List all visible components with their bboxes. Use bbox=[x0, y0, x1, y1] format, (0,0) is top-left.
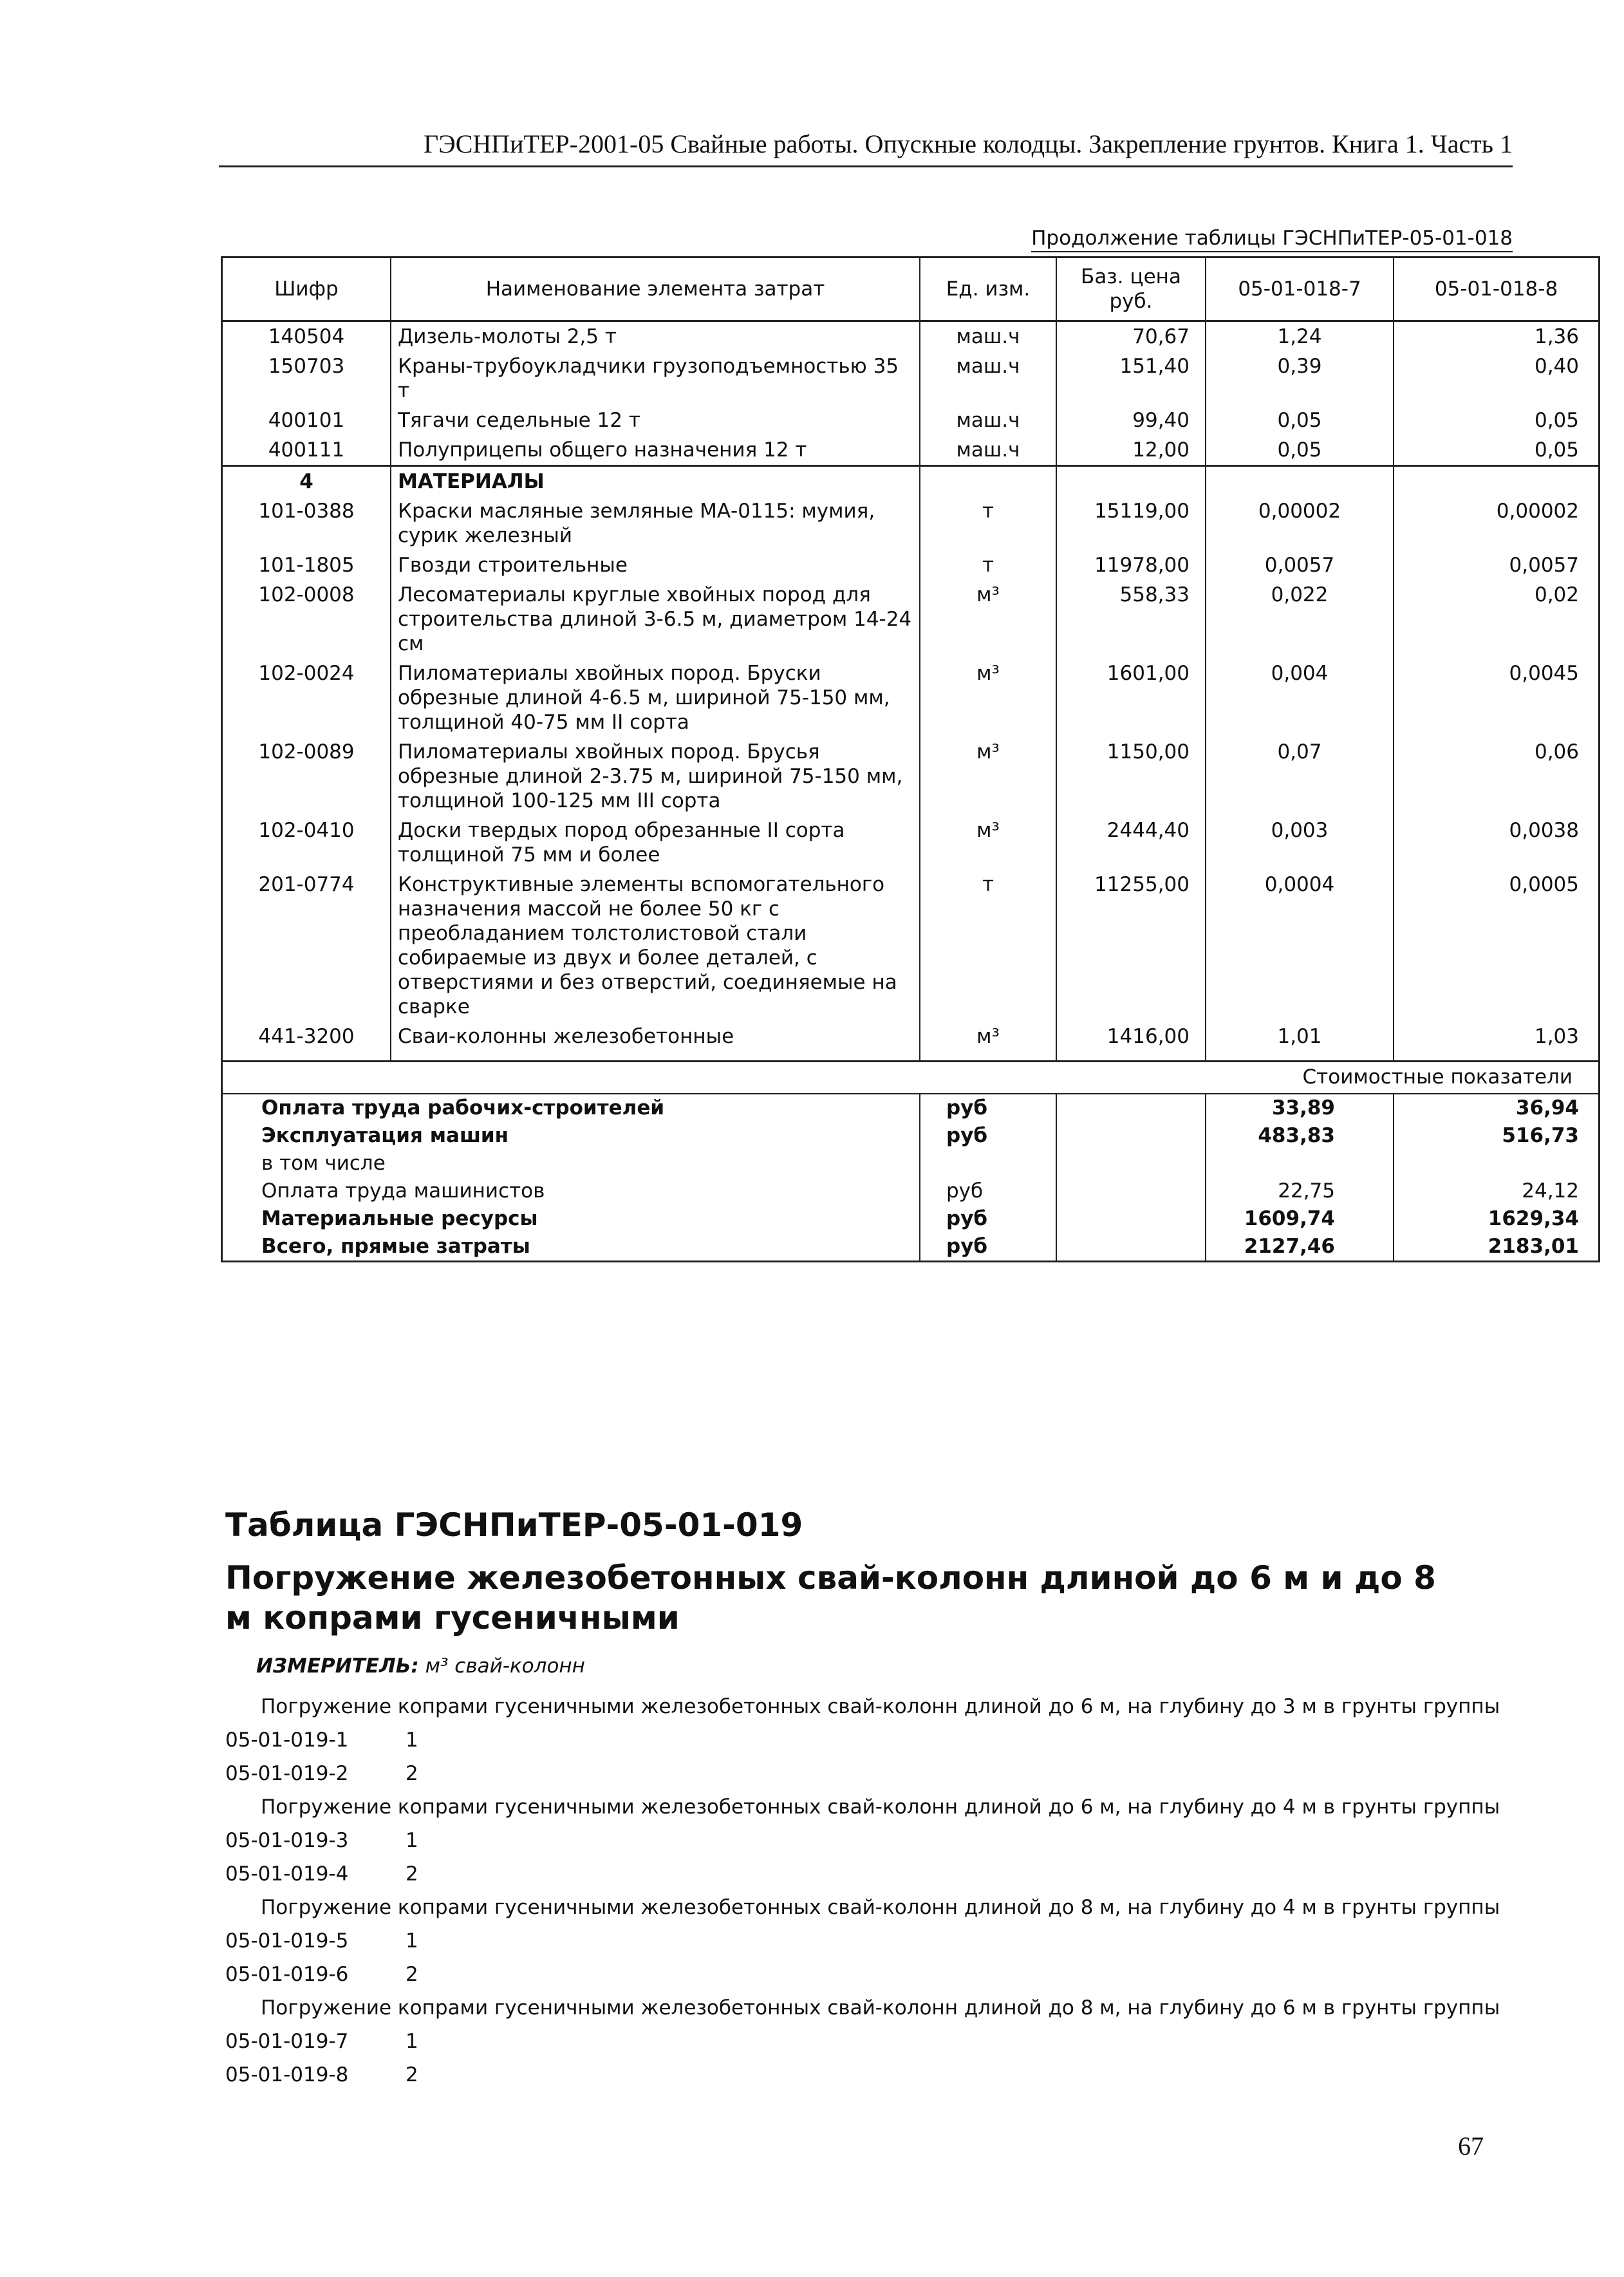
summary-label: Эксплуатация машин bbox=[222, 1122, 920, 1150]
cell-v1: 0,0057 bbox=[1206, 550, 1394, 580]
summary-label: Всего, прямые затраты bbox=[222, 1233, 920, 1262]
cell-unit: м³ bbox=[920, 816, 1056, 870]
cell-price: 1416,00 bbox=[1056, 1022, 1206, 1062]
variant-code: 05-01-019-5 bbox=[225, 1929, 349, 1953]
table-row bbox=[222, 659, 1600, 737]
cell-unit: маш.ч bbox=[920, 321, 1056, 352]
variant-code: 05-01-019-7 bbox=[225, 2030, 349, 2053]
column-header-price: Баз. цена руб. bbox=[1056, 258, 1206, 321]
summary-row bbox=[222, 1094, 1600, 1122]
cell-code: 102-0089 bbox=[222, 737, 391, 816]
cell-v2: 0,40 bbox=[1394, 351, 1600, 406]
cell-v1: 1,24 bbox=[1206, 321, 1394, 352]
cell-v2: 0,05 bbox=[1394, 406, 1600, 435]
cell-v1: 0,022 bbox=[1206, 580, 1394, 659]
soil-group: 2 bbox=[406, 2063, 418, 2086]
variant-group-description: Погружение копрами гусеничными железобетонных свай-колонн длиной до 8 м, на глубину до 4 м в грунты группы bbox=[261, 1896, 1500, 1919]
column-header-variant-8: 05-01-018-8 bbox=[1394, 258, 1600, 321]
summary-row bbox=[222, 1122, 1600, 1150]
empty-cell bbox=[1056, 1094, 1206, 1122]
cell-v2: 0,05 bbox=[1394, 435, 1600, 466]
table-header-row bbox=[222, 258, 1600, 321]
cell-v1: 0,39 bbox=[1206, 351, 1394, 406]
cell-unit: м³ bbox=[920, 659, 1056, 737]
cell-name: Тягачи седельные 12 т bbox=[391, 406, 920, 435]
variant-row bbox=[225, 2058, 1519, 2092]
cell-code: 101-0388 bbox=[222, 496, 391, 550]
cell-unit: м³ bbox=[920, 580, 1056, 659]
summary-value-7: 1609,74 bbox=[1206, 1205, 1394, 1233]
cell-name: Лесоматериалы круглые хвойных пород для строительства длиной 3-6.5 м, диаметром 14-24 см bbox=[391, 580, 920, 659]
cell-v1: 0,05 bbox=[1206, 406, 1394, 435]
variant-row bbox=[225, 1924, 1519, 1958]
summary-unit: руб bbox=[920, 1205, 1056, 1233]
section-code: 4 bbox=[222, 466, 391, 497]
cell-unit: маш.ч bbox=[920, 351, 1056, 406]
empty-cell bbox=[1394, 466, 1600, 497]
cell-name: Полуприцепы общего назначения 12 т bbox=[391, 435, 920, 466]
cell-code: 102-0024 bbox=[222, 659, 391, 737]
summary-unit: руб bbox=[920, 1233, 1056, 1262]
cell-price: 1601,00 bbox=[1056, 659, 1206, 737]
variant-code: 05-01-019-6 bbox=[225, 1963, 349, 1986]
summary-label: Материальные ресурсы bbox=[222, 1205, 920, 1233]
measure-label: ИЗМЕРИТЕЛЬ: bbox=[256, 1654, 419, 1678]
table-row bbox=[222, 435, 1600, 466]
cell-price: 1150,00 bbox=[1056, 737, 1206, 816]
cell-name: Конструктивные элементы вспомогательного назначения массой не более 50 кг с преобладанием толстолистовой стали собираемые из двух и более деталей, с отверстиями и без отверстий, соединяемые на сварке bbox=[391, 870, 920, 1022]
cell-price: 12,00 bbox=[1056, 435, 1206, 466]
soil-group: 1 bbox=[406, 1929, 418, 1953]
summary-value-8: 2183,01 bbox=[1394, 1233, 1600, 1262]
cell-name: Пиломатериалы хвойных пород. Брусья обрезные длиной 2-3.75 м, шириной 75-150 мм, толщиной 100-125 мм III сорта bbox=[391, 737, 920, 816]
column-header-name: Наименование элемента затрат bbox=[391, 258, 920, 321]
cell-v2: 0,0005 bbox=[1394, 870, 1600, 1022]
summary-row bbox=[222, 1205, 1600, 1233]
cell-price: 558,33 bbox=[1056, 580, 1206, 659]
summary-unit: руб bbox=[920, 1122, 1056, 1150]
soil-group: 2 bbox=[406, 1862, 418, 1886]
table-row bbox=[222, 816, 1600, 870]
summary-label: Оплата труда машинистов bbox=[222, 1177, 920, 1205]
empty-cell bbox=[1056, 1122, 1206, 1150]
next-table-subtitle: Погружение железобетонных свай-колонн длиной до 6 м и до 8 м копрами гусеничными bbox=[225, 1559, 1436, 1636]
cell-v2: 0,00002 bbox=[1394, 496, 1600, 550]
summary-value-8: 36,94 bbox=[1394, 1094, 1600, 1122]
cell-unit: т bbox=[920, 496, 1056, 550]
summary-header: Стоимостные показатели bbox=[1206, 1062, 1600, 1094]
summary-header-row bbox=[222, 1062, 1600, 1094]
cell-price: 11978,00 bbox=[1056, 550, 1206, 580]
cell-code: 201-0774 bbox=[222, 870, 391, 1022]
variant-row bbox=[225, 1757, 1519, 1790]
cell-unit: маш.ч bbox=[920, 435, 1056, 466]
cell-v2: 0,0057 bbox=[1394, 550, 1600, 580]
soil-group: 1 bbox=[406, 1729, 418, 1752]
summary-value-7: 22,75 bbox=[1206, 1177, 1394, 1205]
empty-cell bbox=[1056, 1233, 1206, 1262]
cell-v1: 0,07 bbox=[1206, 737, 1394, 816]
cell-price: 70,67 bbox=[1056, 321, 1206, 352]
variant-code: 05-01-019-4 bbox=[225, 1862, 349, 1886]
soil-group: 1 bbox=[406, 1829, 418, 1852]
summary-label: Оплата труда рабочих-строителей bbox=[222, 1094, 920, 1122]
cell-v2: 1,36 bbox=[1394, 321, 1600, 352]
summary-row bbox=[222, 1150, 1600, 1177]
summary-value-7: 33,89 bbox=[1206, 1094, 1394, 1122]
resource-cost-table bbox=[221, 256, 1600, 1262]
variant-row bbox=[225, 1958, 1519, 1991]
cell-price: 11255,00 bbox=[1056, 870, 1206, 1022]
summary-value-7 bbox=[1206, 1150, 1394, 1177]
soil-group: 1 bbox=[406, 2030, 418, 2053]
cell-v1: 0,00002 bbox=[1206, 496, 1394, 550]
variant-row bbox=[225, 1824, 1519, 1857]
cell-name: Краски масляные земляные МА-0115: мумия, сурик железный bbox=[391, 496, 920, 550]
summary-unit: руб bbox=[920, 1094, 1056, 1122]
cell-name: Пиломатериалы хвойных пород. Бруски обрезные длиной 4-6.5 м, шириной 75-150 мм, толщиной 40-75 мм II сорта bbox=[391, 659, 920, 737]
empty-cell bbox=[1056, 1150, 1206, 1177]
table-row bbox=[222, 550, 1600, 580]
summary-value-8: 516,73 bbox=[1394, 1122, 1600, 1150]
soil-group: 2 bbox=[406, 1762, 418, 1785]
table-row bbox=[222, 1022, 1600, 1062]
empty-cell bbox=[920, 466, 1056, 497]
empty-cell bbox=[222, 1062, 1206, 1094]
cell-name: Сваи-колонны железобетонные bbox=[391, 1022, 920, 1062]
variant-code: 05-01-019-2 bbox=[225, 1762, 349, 1785]
cell-code: 102-0008 bbox=[222, 580, 391, 659]
variant-group-description: Погружение копрами гусеничными железобетонных свай-колонн длиной до 8 м, на глубину до 6 м в грунты группы bbox=[261, 1996, 1500, 2019]
cell-code: 400101 bbox=[222, 406, 391, 435]
table-row bbox=[222, 580, 1600, 659]
summary-label: в том числе bbox=[222, 1150, 920, 1177]
cell-v2: 0,0038 bbox=[1394, 816, 1600, 870]
variant-code: 05-01-019-8 bbox=[225, 2063, 349, 2086]
column-header-variant-7: 05-01-018-7 bbox=[1206, 258, 1394, 321]
table-row bbox=[222, 737, 1600, 816]
cell-v2: 0,02 bbox=[1394, 580, 1600, 659]
cell-v2: 0,06 bbox=[1394, 737, 1600, 816]
summary-value-7: 483,83 bbox=[1206, 1122, 1394, 1150]
table-row bbox=[222, 321, 1600, 352]
variant-group-description: Погружение копрами гусеничными железобетонных свай-колонн длиной до 6 м, на глубину до 4 м в грунты группы bbox=[261, 1795, 1500, 1819]
cell-v2: 0,0045 bbox=[1394, 659, 1600, 737]
section-row-materials bbox=[222, 466, 1600, 497]
cell-price: 151,40 bbox=[1056, 351, 1206, 406]
cell-code: 102-0410 bbox=[222, 816, 391, 870]
cell-v1: 0,004 bbox=[1206, 659, 1394, 737]
table-row bbox=[222, 870, 1600, 1022]
cell-unit: м³ bbox=[920, 737, 1056, 816]
cell-code: 101-1805 bbox=[222, 550, 391, 580]
empty-cell bbox=[1206, 466, 1394, 497]
norm-variants-list bbox=[225, 1690, 1519, 2092]
cell-unit: маш.ч bbox=[920, 406, 1056, 435]
summary-row bbox=[222, 1177, 1600, 1205]
table-row bbox=[222, 351, 1600, 406]
cell-v1: 0,003 bbox=[1206, 816, 1394, 870]
cell-v1: 0,0004 bbox=[1206, 870, 1394, 1022]
variant-row bbox=[225, 1723, 1519, 1757]
cell-name: Дизель-молоты 2,5 т bbox=[391, 321, 920, 352]
variant-row bbox=[225, 2025, 1519, 2058]
next-table-title: Таблица ГЭСНПиТЕР-05-01-019 bbox=[225, 1506, 803, 1544]
measure-unit bbox=[256, 1654, 585, 1678]
summary-value-7: 2127,46 bbox=[1206, 1233, 1394, 1262]
section-name: МАТЕРИАЛЫ bbox=[391, 466, 920, 497]
measure-value: м³ свай-колонн bbox=[425, 1654, 585, 1678]
empty-cell bbox=[1056, 1205, 1206, 1233]
summary-value-8: 1629,34 bbox=[1394, 1205, 1600, 1233]
variant-group-description: Погружение копрами гусеничными железобетонных свай-колонн длиной до 6 м, на глубину до 3 м в грунты группы bbox=[261, 1695, 1500, 1718]
summary-value-8: 24,12 bbox=[1394, 1177, 1600, 1205]
page-number: 67 bbox=[1458, 2132, 1484, 2160]
cell-unit: м³ bbox=[920, 1022, 1056, 1062]
cell-v2: 1,03 bbox=[1394, 1022, 1600, 1062]
variant-code: 05-01-019-1 bbox=[225, 1729, 349, 1752]
summary-unit: руб bbox=[920, 1177, 1056, 1205]
cell-code: 400111 bbox=[222, 435, 391, 466]
soil-group: 2 bbox=[406, 1963, 418, 1986]
cell-unit: т bbox=[920, 550, 1056, 580]
column-header-code: Шифр bbox=[222, 258, 391, 321]
cell-code: 140504 bbox=[222, 321, 391, 352]
cell-price: 15119,00 bbox=[1056, 496, 1206, 550]
table-row bbox=[222, 406, 1600, 435]
variant-code: 05-01-019-3 bbox=[225, 1829, 349, 1852]
cell-unit: т bbox=[920, 870, 1056, 1022]
running-header: ГЭСНПиТЕР-2001-05 Свайные работы. Опускные колодцы. Закрепление грунтов. Книга 1. Часть 1 bbox=[219, 129, 1513, 167]
summary-value-8 bbox=[1394, 1150, 1600, 1177]
summary-row bbox=[222, 1233, 1600, 1262]
summary-unit bbox=[920, 1150, 1056, 1177]
table-row bbox=[222, 496, 1600, 550]
cell-price: 99,40 bbox=[1056, 406, 1206, 435]
cell-name: Гвозди строительные bbox=[391, 550, 920, 580]
cell-v1: 1,01 bbox=[1206, 1022, 1394, 1062]
cell-code: 150703 bbox=[222, 351, 391, 406]
cell-name: Доски твердых пород обрезанные II сорта толщиной 75 мм и более bbox=[391, 816, 920, 870]
column-header-unit: Ед. изм. bbox=[920, 258, 1056, 321]
cell-v1: 0,05 bbox=[1206, 435, 1394, 466]
cell-code: 441-3200 bbox=[222, 1022, 391, 1062]
variant-row bbox=[225, 1857, 1519, 1891]
empty-cell bbox=[1056, 466, 1206, 497]
cell-price: 2444,40 bbox=[1056, 816, 1206, 870]
table-continuation-note: Продолжение таблицы ГЭСНПиТЕР-05-01-018 bbox=[1031, 227, 1513, 252]
empty-cell bbox=[1056, 1177, 1206, 1205]
cell-name: Краны-трубоукладчики грузоподъемностью 35 т bbox=[391, 351, 920, 406]
